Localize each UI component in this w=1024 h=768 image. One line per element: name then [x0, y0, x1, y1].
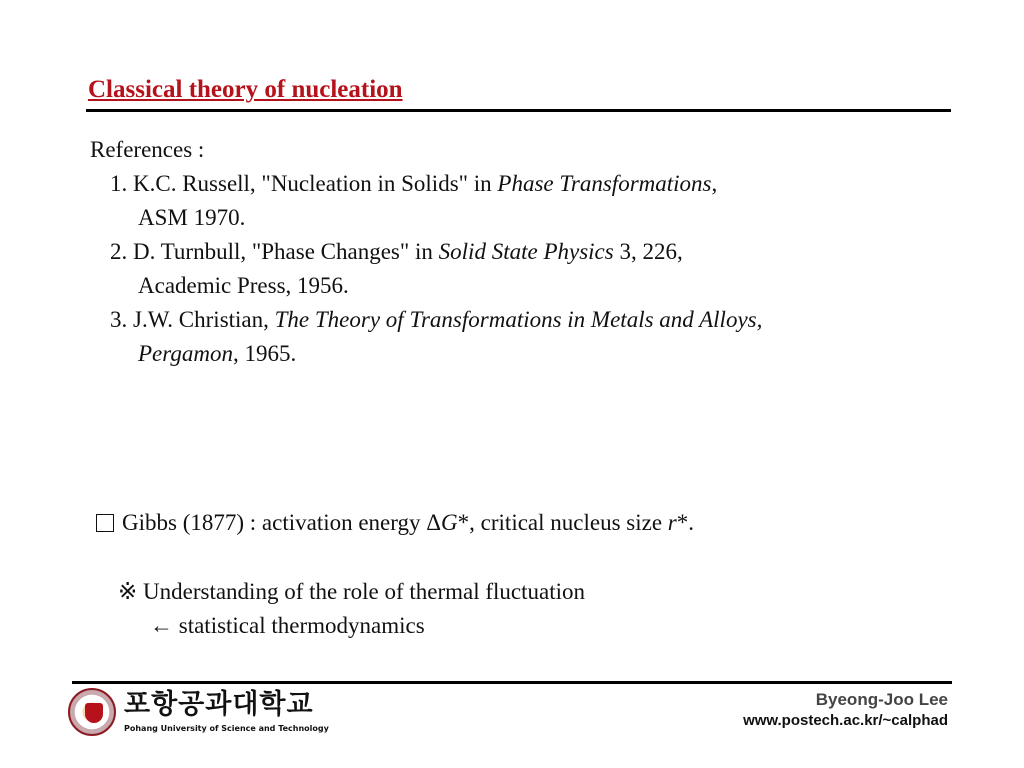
- reference-item: [90, 235, 762, 269]
- author-block: [743, 690, 948, 732]
- reference-title: Solid State Physics: [438, 239, 614, 264]
- reference-item: [90, 167, 762, 201]
- gibbs-text: *, critical nucleus size: [457, 510, 668, 535]
- reference-text: D. Turnbull, "Phase Changes" in: [133, 239, 439, 264]
- reference-continuation: ASM 1970.: [138, 205, 246, 230]
- author-url: www.postech.ac.kr/~calphad: [743, 712, 948, 729]
- note-text: statistical thermodynamics: [178, 613, 425, 638]
- university-name-korean: 포항공과대학교: [124, 689, 314, 720]
- note-text: Understanding of the role of thermal fluctuation: [143, 579, 586, 604]
- reference-text: , 1965.: [232, 341, 297, 366]
- left-arrow-icon: ←: [150, 613, 173, 638]
- title-divider: [86, 109, 951, 112]
- reference-text: ,: [711, 171, 718, 196]
- gibbs-statement: [96, 506, 694, 540]
- gibbs-text: Gibbs (1877) : activation energy Δ: [122, 510, 442, 535]
- gibbs-text: *.: [676, 510, 694, 535]
- reference-text: K.C. Russell, "Nucleation in Solids" in: [133, 171, 498, 196]
- reference-continuation: [90, 337, 762, 371]
- reference-text: 3, 226,: [613, 239, 683, 264]
- reference-text: J.W. Christian,: [133, 307, 275, 332]
- reference-continuation: Academic Press, 1956.: [138, 273, 349, 298]
- reference-number: 1.: [110, 171, 128, 196]
- slide-title: Classical theory of nucleation: [88, 76, 403, 103]
- university-logo: [68, 688, 328, 742]
- reference-title: The Theory of Transformations in Metals and Alloys,: [274, 307, 763, 332]
- checkbox-bullet-icon: [96, 514, 114, 532]
- reference-title: Phase Transformations: [497, 171, 712, 196]
- gibbs-symbol-g: G: [441, 510, 458, 535]
- references-block: [90, 133, 762, 371]
- note-block: [118, 575, 585, 643]
- university-name-english: Pohang University of Science and Technology: [124, 724, 329, 733]
- reference-number: 2.: [110, 239, 128, 264]
- author-name: Byeong-Joo Lee: [815, 690, 948, 709]
- gibbs-symbol-r: r: [667, 510, 677, 535]
- footer-divider: [72, 681, 952, 684]
- note-line: [118, 575, 585, 609]
- university-seal-icon: [68, 688, 116, 736]
- reference-publisher: Pergamon: [138, 341, 233, 366]
- note-line: [118, 609, 585, 643]
- reference-mark-icon: ※: [118, 579, 138, 604]
- reference-item: [90, 303, 762, 337]
- references-heading: References :: [90, 137, 205, 162]
- reference-number: 3.: [110, 307, 128, 332]
